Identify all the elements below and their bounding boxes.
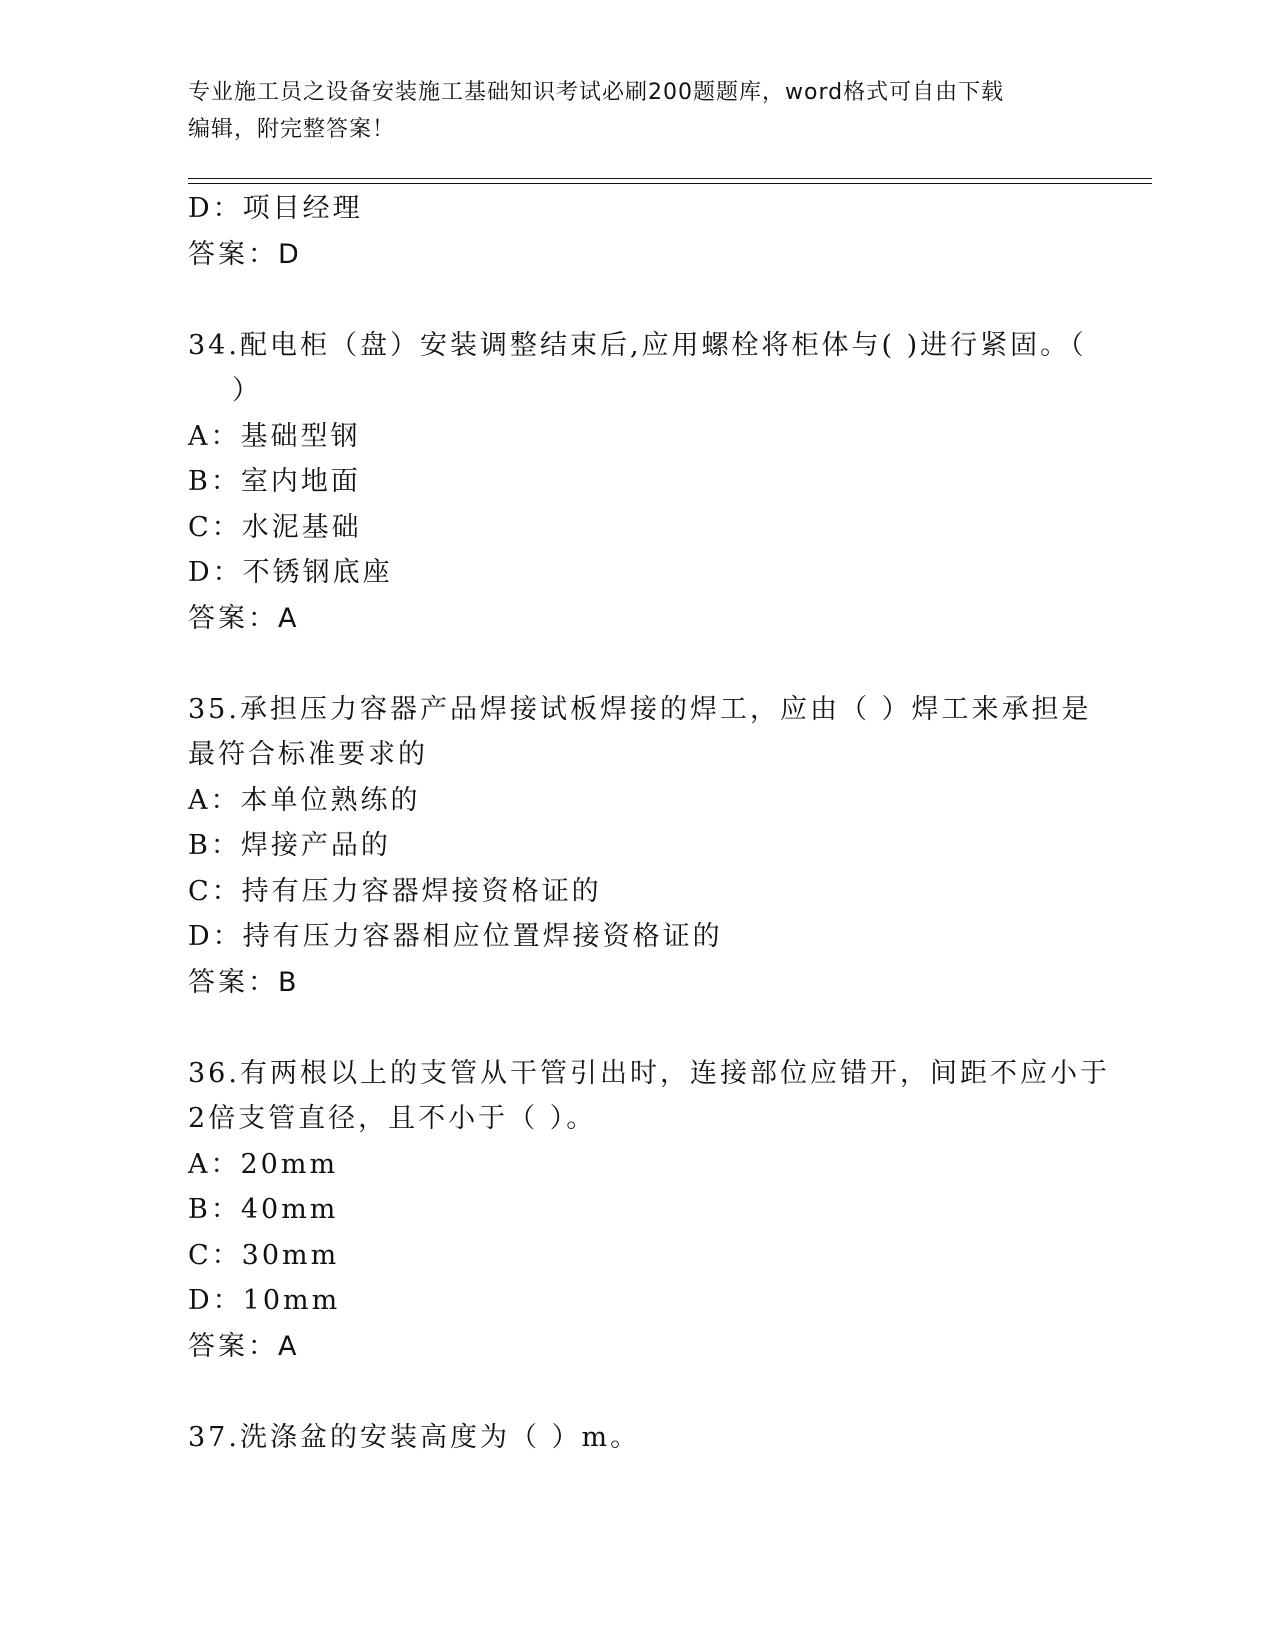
option-c: C：持有压力容器焊接资格证的 — [188, 875, 602, 907]
option-b: B：室内地面 — [188, 466, 361, 497]
header-divider-bottom — [188, 183, 1152, 184]
option-a: A：基础型钢 — [188, 420, 361, 452]
document-header — [188, 74, 1078, 148]
question-block — [188, 1415, 1088, 1461]
option-b: B：焊接产品的 — [188, 830, 391, 861]
question-text-continued: ） — [232, 375, 262, 406]
question-block — [188, 323, 1088, 642]
question-content — [188, 186, 1110, 1460]
question-block — [188, 1051, 1110, 1370]
answer-line: 答案：A — [188, 1330, 300, 1362]
option-a: A：本单位熟练的 — [188, 784, 421, 816]
question-text: 35.承担压力容器产品焊接试板焊接的焊工，应由（ ）焊工来承担是 — [188, 693, 1092, 725]
spacer — [188, 641, 1088, 687]
header-line-1: 专业施工员之设备安装施工基础知识考试必刷200题题库，word格式可自由下载 — [188, 80, 1005, 105]
question-text: 36.有两根以上的支管从干管引出时，连接部位应错开，间距不应小于 — [188, 1057, 1110, 1089]
answer-line: 答案：B — [188, 966, 300, 998]
option-c: C：水泥基础 — [188, 511, 362, 543]
question-text-continued: 2倍支管直径，且不小于（ ）。 — [188, 1103, 597, 1134]
answer-line: 答案：D — [188, 238, 302, 270]
spacer — [188, 1005, 1088, 1051]
option-d: D：不锈钢底座 — [188, 557, 393, 588]
option-b: B：40mm — [188, 1194, 339, 1225]
question-text: 37.洗涤盆的安装高度为（ ）m。 — [188, 1421, 641, 1453]
option-d: D：项目经理 — [188, 193, 363, 224]
option-d: D：持有压力容器相应位置焊接资格证的 — [188, 921, 723, 952]
spacer — [188, 1369, 1088, 1415]
answer-line: 答案：A — [188, 602, 300, 634]
question-text: 34.配电柜（盘）安装调整结束后,应用螺栓将柜体与( )进行紧固。（ — [188, 329, 1087, 361]
option-a: A：20mm — [188, 1148, 339, 1180]
question-block — [188, 687, 1092, 1006]
header-divider-top — [188, 178, 1152, 179]
header-line-2: 编辑，附完整答案！ — [188, 117, 396, 142]
option-d: D：10mm — [188, 1285, 341, 1316]
question-text-continued: 最符合标准要求的 — [188, 739, 428, 770]
option-c: C：30mm — [188, 1239, 340, 1271]
spacer — [188, 277, 1088, 323]
